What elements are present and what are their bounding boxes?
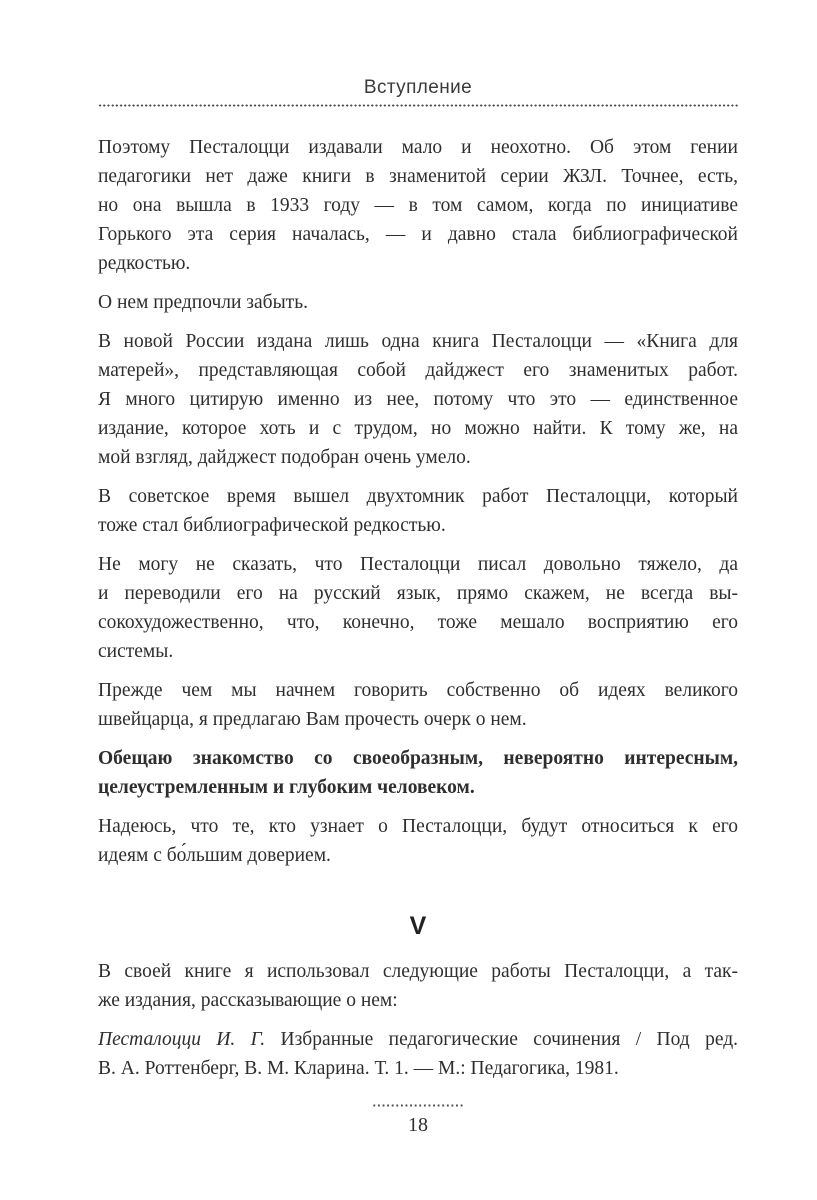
body-text	[98, 133, 738, 1083]
header-dotted-rule	[98, 104, 738, 107]
text-line: Поэтому Песталоцци издавали мало и неохотно. Об этом гении	[98, 137, 738, 158]
text-line: мой взгляд, дайджест подобран очень умело.	[98, 447, 471, 468]
running-header-title: Вступление	[363, 77, 473, 98]
text-line: тоже стал библиографической редкостью.	[98, 515, 446, 536]
page-number: 18	[408, 1114, 428, 1136]
paragraph	[98, 744, 738, 802]
section-marker: V	[409, 912, 427, 940]
paragraph	[98, 676, 738, 734]
text-line: целеустремленным и глубоким человеком.	[98, 777, 475, 798]
footer-dotted-rule	[372, 1104, 464, 1107]
text-line: В советское время вышел двухтомник работ Песталоцци, который	[98, 486, 738, 507]
text-line: В своей книге я использовал следующие работы Песталоцци, а так-	[98, 961, 738, 982]
paragraph	[98, 550, 738, 666]
text-line: идеям с бо́льшим доверием.	[98, 845, 331, 866]
text-line: Не могу не сказать, что Песталоцци писал довольно тяжело, да	[98, 554, 738, 575]
paragraph	[98, 812, 738, 870]
paragraph	[98, 482, 738, 540]
text-line: Обещаю знакомство со своеобразным, невероятно интересным,	[98, 748, 738, 769]
text-line: но она вышла в 1933 году — в том самом, когда по инициативе	[98, 195, 738, 216]
text-line: матерей», представляющая собой дайджест его знаменитых работ.	[98, 360, 738, 381]
text-line: В. А. Роттенберг, В. М. Кларина. Т. 1. — М.: Педагогика, 1981.	[98, 1058, 619, 1079]
paragraph	[98, 327, 738, 472]
text-line: педагогики нет даже книги в знаменитой серии ЖЗЛ. Точнее, есть,	[98, 166, 738, 187]
text-line: В новой России издана лишь одна книга Песталоцци — «Книга для	[98, 331, 738, 352]
bibliography-author-italic: Песталоцци И. Г.	[98, 1029, 266, 1050]
text-line: и переводили его на русский язык, прямо скажем, не всегда вы-	[98, 583, 738, 604]
text-line: издание, которое хоть и с трудом, но можно найти. К тому же, на	[98, 418, 738, 439]
paragraph	[98, 288, 738, 317]
text-line: Песталоцци И. Г. Избранные педагогические сочинения / Под ред.	[98, 1029, 739, 1050]
text-line: же издания, рассказывающие о нем:	[98, 990, 398, 1011]
paragraph	[98, 957, 738, 1015]
text-line: Прежде чем мы начнем говорить собственно об идеях великого	[98, 680, 738, 701]
page-footer	[98, 1104, 738, 1137]
bibliography-entry	[98, 1025, 738, 1083]
paragraph	[98, 133, 738, 278]
text-line: Горького эта серия началась, — и давно стала библиографической	[98, 224, 738, 245]
text-line: О нем предпочли забыть.	[98, 292, 308, 313]
text-line: Я много цитирую именно из нее, потому что это — единственное	[98, 389, 738, 410]
text-line: Надеюсь, что те, кто узнает о Песталоцци, будут относиться к его	[98, 816, 738, 837]
text-line: сокохудожественно, что, конечно, тоже мешало восприятию его	[98, 612, 738, 633]
text-line: системы.	[98, 641, 174, 662]
text-line: редкостью.	[98, 253, 191, 274]
text-line: швейцарца, я предлагаю Вам прочесть очерк о нем.	[98, 709, 527, 730]
